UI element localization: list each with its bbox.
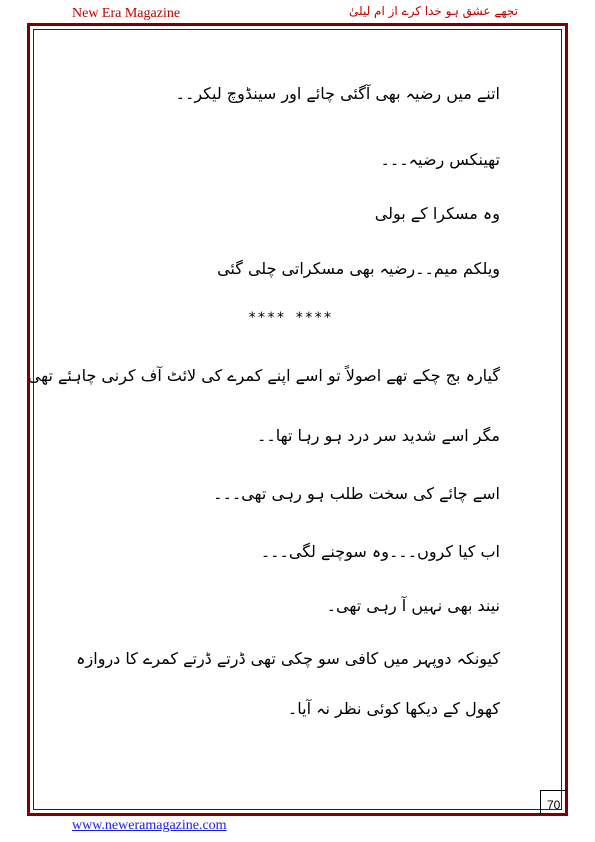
text-line: کیونکہ دوپہر میں کافی سو چکی تھی ڈرتے ڈرتے کمرے کا دروازہ کھول کے دیکھا کوئی نظر نہ آیا۔ bbox=[76, 649, 500, 718]
text-line: اسے چائے کی سخت طلب ہو رہی تھی۔۔۔ bbox=[213, 484, 500, 503]
text-line: مگر اسے شدید سر درد ہو رہا تھا۔۔ bbox=[257, 426, 500, 445]
text-line: نیند بھی نہیں آ رہی تھی۔ bbox=[326, 596, 500, 615]
text-line: گیارہ بج چکے تھے اصولاً تو اسے اپنے کمرے کی لائٹ آف کرنی چاہئے تھی bbox=[27, 366, 500, 385]
header-magazine-name: New Era Magazine bbox=[72, 6, 181, 21]
text-line: وہ مسکرا کے بولی bbox=[374, 204, 500, 223]
website-link[interactable]: www.neweramagazine.com bbox=[72, 818, 227, 833]
page-number: 70 bbox=[547, 798, 561, 812]
header-novel-title: تجھے عشق ہو خدا کرے از ام لیلیٰ bbox=[348, 4, 518, 18]
text-line: اتنے میں رضیہ بھی آگئی چائے اور سینڈوچ لیکر۔۔ bbox=[175, 84, 500, 103]
text-line: ویلکم میم۔۔رضیہ بھی مسکراتی چلی گئی bbox=[217, 259, 500, 278]
text-line: تھینکس رضیہ۔۔۔ bbox=[380, 150, 500, 169]
text-line: اب کیا کروں۔۔۔وہ سوچنے لگی۔۔۔ bbox=[260, 542, 500, 561]
section-separator: **** **** bbox=[248, 310, 333, 326]
